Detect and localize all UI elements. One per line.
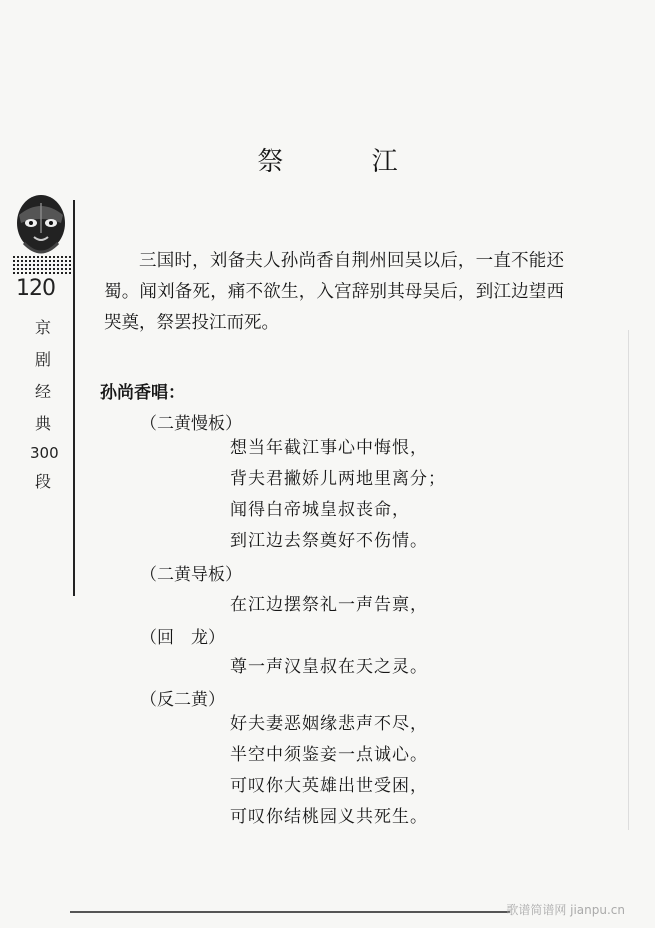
page-number: 120 (16, 276, 55, 301)
section-label: （二黄导板） (140, 565, 242, 585)
page-title: 祭 江 (257, 147, 438, 177)
bottom-rule (70, 911, 510, 913)
lyric-line: 可叹你大英雄出世受困， (230, 776, 428, 796)
book-title-number: 300 (30, 444, 59, 462)
margin-divider (73, 200, 75, 596)
book-title-char: 典 (34, 414, 51, 433)
intro-paragraph: 三国时，刘备夫人孙尚香自荆州回吴以后，一直不能还蜀。闻刘备死，痛不欲生，入宫辞别其母吴后，到江边望西哭奠，祭罢投江而死。 (104, 251, 564, 333)
section-label: （二黄慢板） (140, 414, 242, 434)
book-title-char: 经 (34, 382, 51, 401)
lyric-line: 尊一声汉皇叔在天之灵。 (230, 657, 428, 677)
lyric-line: 到江边去祭奠好不伤情。 (230, 531, 428, 551)
lyric-line: 在江边摆祭礼一声告禀， (230, 595, 428, 615)
singer-heading: 孙尚香唱： (100, 383, 185, 403)
lyric-line: 背夫君撇娇儿两地里离分； (230, 469, 446, 489)
lyric-line: 好夫妻恶姻缘悲声不尽， (230, 714, 428, 734)
book-title-char: 京 (34, 318, 51, 337)
book-title-char: 段 (34, 472, 51, 491)
section-label: （回 龙） (140, 628, 225, 648)
lyric-line: 半空中须鉴妾一点诚心。 (230, 745, 428, 765)
opera-mask-icon (14, 193, 68, 259)
footer-watermark: 歌谱简谱网 jianpu.cn (506, 903, 625, 917)
section-label: （反二黄） (140, 690, 225, 710)
book-title (30, 312, 59, 498)
book-title-char: 剧 (34, 350, 51, 369)
lyric-line: 闻得白帝城皇叔丧命， (230, 500, 410, 520)
scan-edge-line (628, 330, 629, 830)
halftone-decoration (12, 255, 72, 275)
lyric-line: 想当年截江事心中悔恨， (230, 438, 428, 458)
lyric-line: 可叹你结桃园义共死生。 (230, 807, 428, 827)
